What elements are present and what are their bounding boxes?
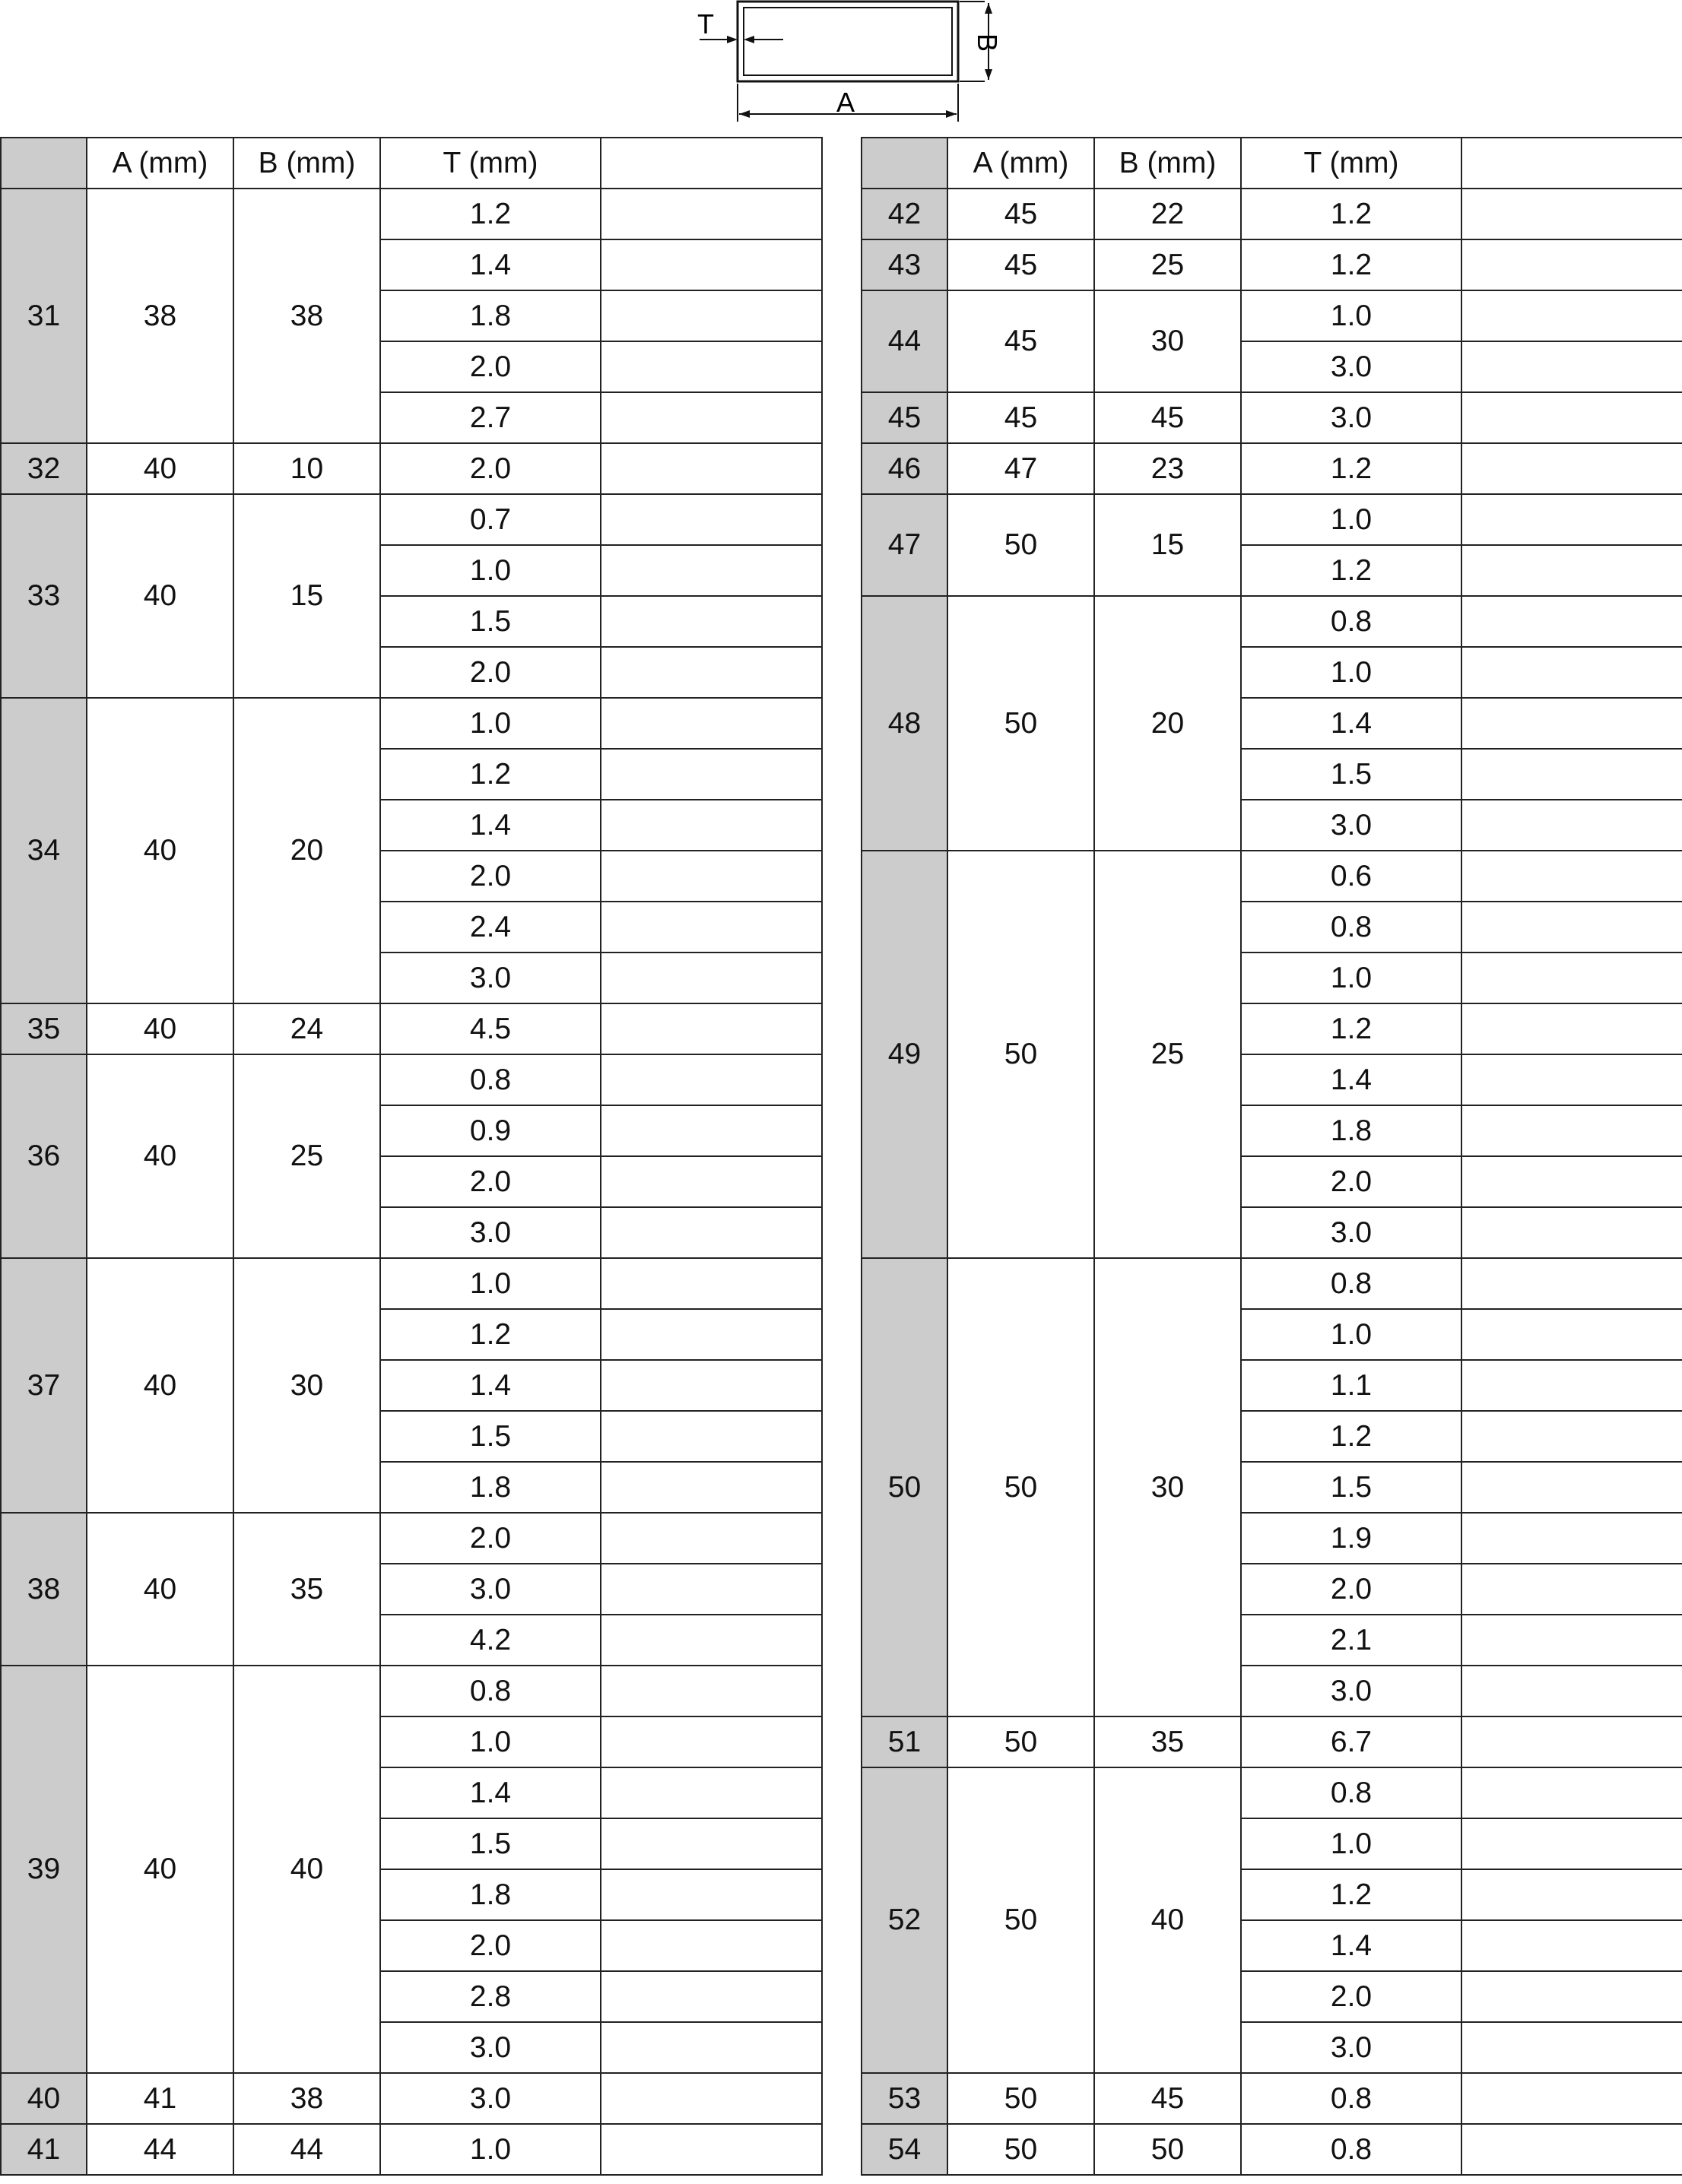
table-row [862, 851, 1682, 902]
extra-column-header [601, 138, 822, 189]
a-value-cell: 50 [947, 596, 1094, 851]
extra-cell [1461, 239, 1682, 290]
t-value-cell: 1.2 [380, 189, 601, 239]
t-value-cell: 0.8 [380, 1054, 601, 1105]
a-value-cell: 50 [947, 2124, 1094, 2175]
table-row [1, 1003, 822, 1054]
b-column-header: B (mm) [1094, 138, 1241, 189]
extra-cell [601, 1003, 822, 1054]
table-row [862, 189, 1682, 239]
t-value-cell: 3.0 [380, 1564, 601, 1615]
t-value-cell: 0.8 [380, 1666, 601, 1716]
t-value-cell: 1.4 [1241, 1920, 1461, 1971]
t-value-cell: 1.5 [380, 1411, 601, 1462]
t-value-cell: 2.0 [380, 851, 601, 902]
extra-cell [601, 749, 822, 800]
extra-cell [601, 647, 822, 698]
extra-cell [601, 290, 822, 341]
row-id-cell: 47 [862, 494, 947, 596]
t-value-cell: 4.2 [380, 1615, 601, 1666]
t-value-cell: 1.2 [1241, 239, 1461, 290]
row-id-cell: 49 [862, 851, 947, 1258]
table-row [1, 2124, 822, 2175]
a-column-header: A (mm) [87, 138, 233, 189]
extra-cell [1461, 953, 1682, 1003]
t-value-cell: 0.8 [1241, 2073, 1461, 2124]
t-value-cell: 1.0 [1241, 647, 1461, 698]
label-t: T [697, 8, 714, 40]
t-value-cell: 1.0 [1241, 1309, 1461, 1360]
b-value-cell: 45 [1094, 392, 1241, 443]
extra-cell [1461, 341, 1682, 392]
t-value-cell: 1.2 [380, 1309, 601, 1360]
table-row [862, 1716, 1682, 1767]
extra-cell [1461, 1309, 1682, 1360]
table-row [862, 596, 1682, 647]
t-value-cell: 3.0 [1241, 1666, 1461, 1716]
extra-cell [1461, 2022, 1682, 2073]
id-column-header [862, 138, 947, 189]
t-value-cell: 2.0 [1241, 1971, 1461, 2022]
a-value-cell: 41 [87, 2073, 233, 2124]
t-value-cell: 2.0 [1241, 1564, 1461, 1615]
a-value-cell: 50 [947, 2073, 1094, 2124]
extra-cell [601, 189, 822, 239]
b-value-cell: 15 [1094, 494, 1241, 596]
a-value-cell: 47 [947, 443, 1094, 494]
t-value-cell: 0.6 [1241, 851, 1461, 902]
extra-cell [601, 1156, 822, 1207]
table-row [1, 2073, 822, 2124]
t-value-cell: 2.8 [380, 1971, 601, 2022]
b-value-cell: 50 [1094, 2124, 1241, 2175]
table-row [1, 1054, 822, 1105]
b-value-cell: 30 [233, 1258, 380, 1513]
extra-cell [1461, 1360, 1682, 1411]
table-row [1, 1666, 822, 1716]
extra-cell [1461, 392, 1682, 443]
t-value-cell: 1.5 [1241, 749, 1461, 800]
t-value-cell: 1.2 [1241, 443, 1461, 494]
t-value-cell: 2.0 [380, 1513, 601, 1564]
extra-cell [601, 800, 822, 851]
row-id-cell: 37 [1, 1258, 87, 1513]
t-value-cell: 1.2 [380, 749, 601, 800]
outer-profile [738, 2, 958, 81]
t-value-cell: 1.2 [1241, 1411, 1461, 1462]
t-value-cell: 0.9 [380, 1105, 601, 1156]
row-id-cell: 39 [1, 1666, 87, 2073]
table-row [1, 698, 822, 749]
row-id-cell: 54 [862, 2124, 947, 2175]
row-id-cell: 42 [862, 189, 947, 239]
extra-cell [1461, 902, 1682, 953]
extra-cell [1461, 800, 1682, 851]
id-column-header [1, 138, 87, 189]
extra-cell [1461, 443, 1682, 494]
t-value-cell: 2.4 [380, 902, 601, 953]
a-value-cell: 44 [87, 2124, 233, 2175]
b-value-cell: 40 [1094, 1767, 1241, 2073]
table-row [1, 1513, 822, 1564]
extra-cell [601, 1716, 822, 1767]
t-value-cell: 3.0 [1241, 1207, 1461, 1258]
label-b: B [972, 33, 1003, 52]
extra-cell [601, 1360, 822, 1411]
extra-cell [601, 1513, 822, 1564]
t-value-cell: 1.5 [1241, 1462, 1461, 1513]
table-row [1, 1258, 822, 1309]
b-value-cell: 25 [1094, 239, 1241, 290]
extra-cell [601, 2073, 822, 2124]
label-a: A [836, 87, 855, 118]
extra-cell [1461, 2073, 1682, 2124]
b-value-cell: 38 [233, 2073, 380, 2124]
extra-cell [601, 1411, 822, 1462]
t-value-cell: 0.8 [1241, 1258, 1461, 1309]
row-id-cell: 45 [862, 392, 947, 443]
extra-cell [601, 443, 822, 494]
tube-size-table-right [861, 137, 1682, 2176]
extra-cell [1461, 1818, 1682, 1869]
t-value-cell: 1.4 [380, 800, 601, 851]
table-row [862, 239, 1682, 290]
t-value-cell: 3.0 [380, 2022, 601, 2073]
header-row [1, 138, 822, 189]
b-value-cell: 45 [1094, 2073, 1241, 2124]
table-row [862, 1258, 1682, 1309]
t-value-cell: 2.7 [380, 392, 601, 443]
extra-cell [1461, 851, 1682, 902]
row-id-cell: 31 [1, 189, 87, 443]
t-value-cell: 1.4 [380, 1767, 601, 1818]
a-column-header: A (mm) [947, 138, 1094, 189]
row-id-cell: 35 [1, 1003, 87, 1054]
a-value-cell: 40 [87, 1666, 233, 2073]
row-id-cell: 32 [1, 443, 87, 494]
extra-cell [1461, 1920, 1682, 1971]
b-column-header: B (mm) [233, 138, 380, 189]
t-value-cell: 1.8 [380, 290, 601, 341]
table-row [862, 2124, 1682, 2175]
a-value-cell: 40 [87, 1258, 233, 1513]
extra-cell [1461, 290, 1682, 341]
t-value-cell: 2.0 [380, 341, 601, 392]
extra-cell [601, 1615, 822, 1666]
a-value-cell: 45 [947, 290, 1094, 392]
b-value-cell: 22 [1094, 189, 1241, 239]
table-row [862, 290, 1682, 341]
inner-profile [744, 8, 952, 75]
extra-cell [601, 1207, 822, 1258]
extra-cell [1461, 698, 1682, 749]
t-value-cell: 1.0 [380, 545, 601, 596]
row-id-cell: 40 [1, 2073, 87, 2124]
extra-cell [601, 1309, 822, 1360]
tube-size-table-left [0, 137, 823, 2176]
t-value-cell: 1.8 [380, 1869, 601, 1920]
extra-cell [601, 1105, 822, 1156]
extra-cell [601, 494, 822, 545]
extra-cell [601, 392, 822, 443]
t-value-cell: 1.0 [1241, 1818, 1461, 1869]
t-value-cell: 0.7 [380, 494, 601, 545]
t-value-cell: 0.8 [1241, 596, 1461, 647]
a-value-cell: 45 [947, 239, 1094, 290]
table-row [1, 443, 822, 494]
b-value-cell: 40 [233, 1666, 380, 2073]
extra-cell [1461, 1869, 1682, 1920]
t-value-cell: 1.2 [1241, 545, 1461, 596]
t-value-cell: 1.5 [380, 596, 601, 647]
b-value-cell: 24 [233, 1003, 380, 1054]
extra-cell [1461, 1615, 1682, 1666]
t-column-header: T (mm) [1241, 138, 1461, 189]
t-value-cell: 3.0 [1241, 800, 1461, 851]
row-id-cell: 33 [1, 494, 87, 698]
table-row [862, 1767, 1682, 1818]
a-value-cell: 40 [87, 494, 233, 698]
extra-cell [601, 1971, 822, 2022]
extra-cell [1461, 1767, 1682, 1818]
extra-cell [1461, 749, 1682, 800]
t-value-cell: 1.0 [380, 2124, 601, 2175]
t-value-cell: 1.0 [1241, 290, 1461, 341]
extra-cell [1461, 1462, 1682, 1513]
extra-cell [601, 1564, 822, 1615]
t-value-cell: 1.5 [380, 1818, 601, 1869]
b-value-cell: 44 [233, 2124, 380, 2175]
extra-cell [1461, 596, 1682, 647]
extra-cell [1461, 1207, 1682, 1258]
t-value-cell: 3.0 [380, 2073, 601, 2124]
extra-cell [601, 545, 822, 596]
a-value-cell: 45 [947, 189, 1094, 239]
extra-cell [1461, 2124, 1682, 2175]
b-value-cell: 20 [233, 698, 380, 1003]
t-value-cell: 1.2 [1241, 189, 1461, 239]
extra-cell [1461, 1564, 1682, 1615]
extra-cell [601, 698, 822, 749]
t-value-cell: 1.2 [1241, 1003, 1461, 1054]
b-value-cell: 23 [1094, 443, 1241, 494]
b-value-cell: 30 [1094, 1258, 1241, 1716]
a-value-cell: 50 [947, 494, 1094, 596]
t-value-cell: 2.1 [1241, 1615, 1461, 1666]
t-value-cell: 2.0 [380, 443, 601, 494]
a-value-cell: 50 [947, 1258, 1094, 1716]
t-value-cell: 3.0 [1241, 341, 1461, 392]
t-value-cell: 3.0 [380, 953, 601, 1003]
extra-cell [1461, 1054, 1682, 1105]
b-value-cell: 30 [1094, 290, 1241, 392]
a-value-cell: 40 [87, 1513, 233, 1666]
b-value-cell: 25 [1094, 851, 1241, 1258]
header-row [862, 138, 1682, 189]
b-value-cell: 38 [233, 189, 380, 443]
extra-cell [1461, 545, 1682, 596]
extra-cell [1461, 1411, 1682, 1462]
extra-cell [601, 2022, 822, 2073]
extra-cell [601, 2124, 822, 2175]
extra-cell [601, 239, 822, 290]
t-value-cell: 6.7 [1241, 1716, 1461, 1767]
a-value-cell: 38 [87, 189, 233, 443]
t-value-cell: 1.0 [1241, 953, 1461, 1003]
tube-cross-section-diagram [684, 0, 1004, 129]
t-value-cell: 2.0 [380, 1156, 601, 1207]
row-id-cell: 50 [862, 1258, 947, 1716]
t-value-cell: 1.4 [380, 239, 601, 290]
extra-cell [1461, 1105, 1682, 1156]
table-row [862, 494, 1682, 545]
t-value-cell: 1.2 [1241, 1869, 1461, 1920]
extra-cell [601, 1054, 822, 1105]
extra-cell [1461, 189, 1682, 239]
t-value-cell: 0.8 [1241, 902, 1461, 953]
t-value-cell: 3.0 [380, 1207, 601, 1258]
t-value-cell: 1.0 [380, 1258, 601, 1309]
extra-cell [601, 1818, 822, 1869]
a-value-cell: 50 [947, 1767, 1094, 2073]
extra-cell [1461, 1666, 1682, 1716]
extra-cell [1461, 1513, 1682, 1564]
extra-cell [601, 1462, 822, 1513]
table-row [1, 189, 822, 239]
table-row [862, 392, 1682, 443]
extra-cell [601, 902, 822, 953]
t-value-cell: 1.4 [1241, 698, 1461, 749]
t-value-cell: 4.5 [380, 1003, 601, 1054]
t-value-cell: 1.0 [380, 1716, 601, 1767]
extra-cell [601, 341, 822, 392]
t-value-cell: 0.8 [1241, 2124, 1461, 2175]
t-value-cell: 1.9 [1241, 1513, 1461, 1564]
b-value-cell: 25 [233, 1054, 380, 1258]
extra-cell [601, 596, 822, 647]
extra-cell [1461, 1156, 1682, 1207]
extra-cell [601, 1920, 822, 1971]
row-id-cell: 34 [1, 698, 87, 1003]
row-id-cell: 38 [1, 1513, 87, 1666]
t-value-cell: 1.8 [1241, 1105, 1461, 1156]
a-value-cell: 45 [947, 392, 1094, 443]
table-row [1, 494, 822, 545]
t-value-cell: 1.8 [380, 1462, 601, 1513]
extra-cell [1461, 1716, 1682, 1767]
table-row [862, 443, 1682, 494]
t-value-cell: 2.0 [1241, 1156, 1461, 1207]
extra-cell [601, 851, 822, 902]
row-id-cell: 52 [862, 1767, 947, 2073]
t-value-cell: 3.0 [1241, 2022, 1461, 2073]
extra-cell [601, 1869, 822, 1920]
a-value-cell: 40 [87, 1003, 233, 1054]
a-value-cell: 40 [87, 698, 233, 1003]
extra-column-header [1461, 138, 1682, 189]
extra-cell [601, 1767, 822, 1818]
t-value-cell: 1.4 [1241, 1054, 1461, 1105]
extra-cell [601, 953, 822, 1003]
row-id-cell: 51 [862, 1716, 947, 1767]
row-id-cell: 44 [862, 290, 947, 392]
row-id-cell: 48 [862, 596, 947, 851]
extra-cell [601, 1258, 822, 1309]
b-value-cell: 10 [233, 443, 380, 494]
b-value-cell: 35 [1094, 1716, 1241, 1767]
t-value-cell: 1.0 [380, 698, 601, 749]
extra-cell [1461, 1258, 1682, 1309]
row-id-cell: 43 [862, 239, 947, 290]
table-row [862, 2073, 1682, 2124]
a-value-cell: 50 [947, 1716, 1094, 1767]
b-value-cell: 35 [233, 1513, 380, 1666]
t-column-header: T (mm) [380, 138, 601, 189]
row-id-cell: 46 [862, 443, 947, 494]
t-value-cell: 2.0 [380, 1920, 601, 1971]
b-value-cell: 20 [1094, 596, 1241, 851]
extra-cell [1461, 494, 1682, 545]
row-id-cell: 41 [1, 2124, 87, 2175]
t-value-cell: 0.8 [1241, 1767, 1461, 1818]
row-id-cell: 36 [1, 1054, 87, 1258]
a-value-cell: 40 [87, 1054, 233, 1258]
t-value-cell: 3.0 [1241, 392, 1461, 443]
extra-cell [1461, 647, 1682, 698]
t-value-cell: 1.0 [1241, 494, 1461, 545]
t-value-cell: 1.4 [380, 1360, 601, 1411]
extra-cell [1461, 1971, 1682, 2022]
t-value-cell: 2.0 [380, 647, 601, 698]
a-value-cell: 40 [87, 443, 233, 494]
row-id-cell: 53 [862, 2073, 947, 2124]
a-value-cell: 50 [947, 851, 1094, 1258]
t-value-cell: 1.1 [1241, 1360, 1461, 1411]
extra-cell [1461, 1003, 1682, 1054]
extra-cell [601, 1666, 822, 1716]
b-value-cell: 15 [233, 494, 380, 698]
